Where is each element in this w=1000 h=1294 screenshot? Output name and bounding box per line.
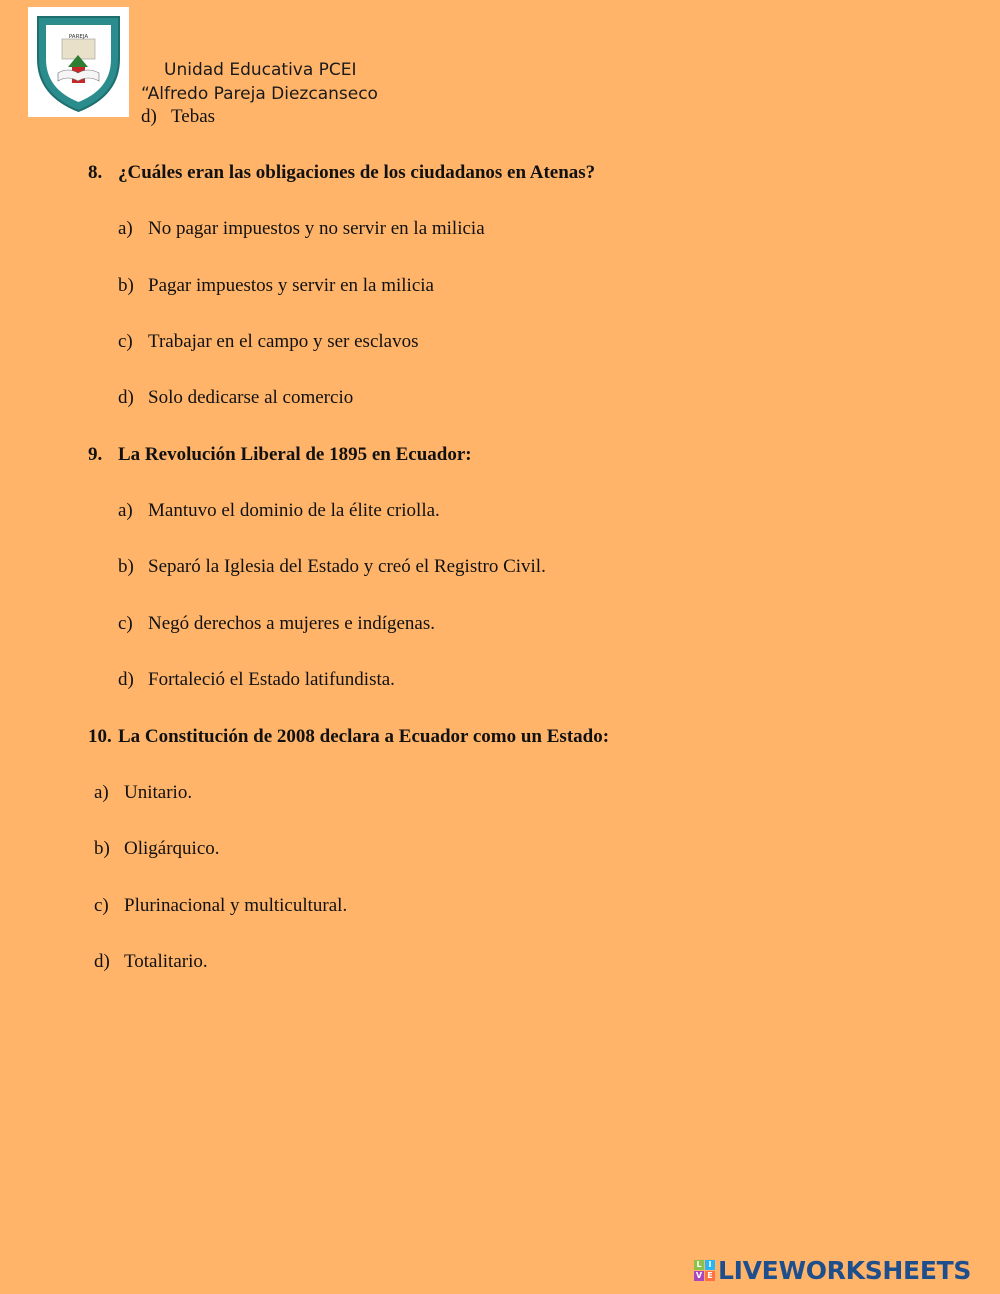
option-marker: c) — [94, 895, 109, 916]
option-marker: b) — [118, 556, 134, 577]
option-marker: c) — [118, 331, 133, 352]
school-name-line-1: Unidad Educativa PCEI — [164, 60, 357, 80]
question-9 — [88, 444, 472, 466]
option-marker: d) — [141, 106, 157, 127]
school-name-line-2: “Alfredo Pareja Diezcanseco — [141, 84, 378, 104]
question-text: ¿Cuáles eran las obligaciones de los ciudadanos en Atenas? — [118, 162, 596, 183]
brand-letter: E — [705, 1271, 715, 1281]
option-8c[interactable] — [118, 331, 418, 353]
option-marker: d) — [118, 387, 134, 408]
question-text: La Constitución de 2008 declara a Ecuador como un Estado: — [118, 726, 610, 747]
question-number: 8. — [88, 162, 103, 183]
option-10c[interactable] — [94, 895, 347, 917]
option-9b[interactable] — [118, 556, 546, 578]
option-9a[interactable] — [118, 500, 440, 522]
option-9d[interactable] — [118, 669, 395, 691]
brand-letter: L — [694, 1260, 704, 1270]
logo-label: PAREJA — [68, 34, 89, 40]
option-8b[interactable] — [118, 275, 434, 297]
question-text: La Revolución Liberal de 1895 en Ecuador: — [118, 444, 472, 465]
option-10d[interactable] — [94, 951, 208, 973]
option-text: Negó derechos a mujeres e indígenas. — [148, 613, 436, 634]
option-marker: a) — [118, 500, 133, 521]
question-10 — [88, 726, 609, 748]
option-9c[interactable] — [118, 613, 435, 635]
school-crest-icon — [28, 7, 129, 117]
option-text: No pagar impuestos y no servir en la milicia — [148, 218, 485, 239]
option-marker: c) — [118, 613, 133, 634]
option-text: Oligárquico. — [124, 838, 220, 859]
option-8a[interactable] — [118, 218, 485, 240]
option-text: Fortaleció el Estado latifundista. — [148, 669, 395, 690]
option-text: Solo dedicarse al comercio — [148, 387, 354, 408]
option-marker: a) — [94, 782, 109, 803]
option-10a[interactable] — [94, 782, 192, 804]
liveworksheets-brand[interactable] — [694, 1256, 971, 1284]
option-marker: a) — [118, 218, 133, 239]
option-text: Plurinacional y multicultural. — [124, 895, 348, 916]
brand-letter: I — [705, 1260, 715, 1270]
option-text: Tebas — [171, 106, 216, 127]
option-text: Unitario. — [124, 782, 193, 803]
option-10b[interactable] — [94, 838, 220, 860]
carried-option — [141, 106, 215, 128]
option-marker: b) — [94, 838, 110, 859]
brand-name: LIVEWORKSHEETS — [718, 1255, 972, 1285]
question-8 — [88, 162, 595, 184]
option-marker: d) — [94, 951, 110, 972]
question-number: 10. — [88, 726, 112, 747]
brand-logo-icon — [694, 1260, 715, 1281]
brand-letter: V — [695, 1270, 703, 1280]
school-logo — [28, 7, 129, 117]
option-marker: d) — [118, 669, 134, 690]
option-text: Trabajar en el campo y ser esclavos — [148, 331, 419, 352]
option-text: Separó la Iglesia del Estado y creó el Registro Civil. — [148, 556, 546, 577]
question-number: 9. — [88, 444, 103, 465]
option-text: Mantuvo el dominio de la élite criolla. — [148, 500, 440, 521]
option-text: Totalitario. — [124, 951, 208, 972]
option-8d[interactable] — [118, 387, 353, 409]
option-marker: b) — [118, 275, 134, 296]
option-text: Pagar impuestos y servir en la milicia — [148, 275, 434, 296]
